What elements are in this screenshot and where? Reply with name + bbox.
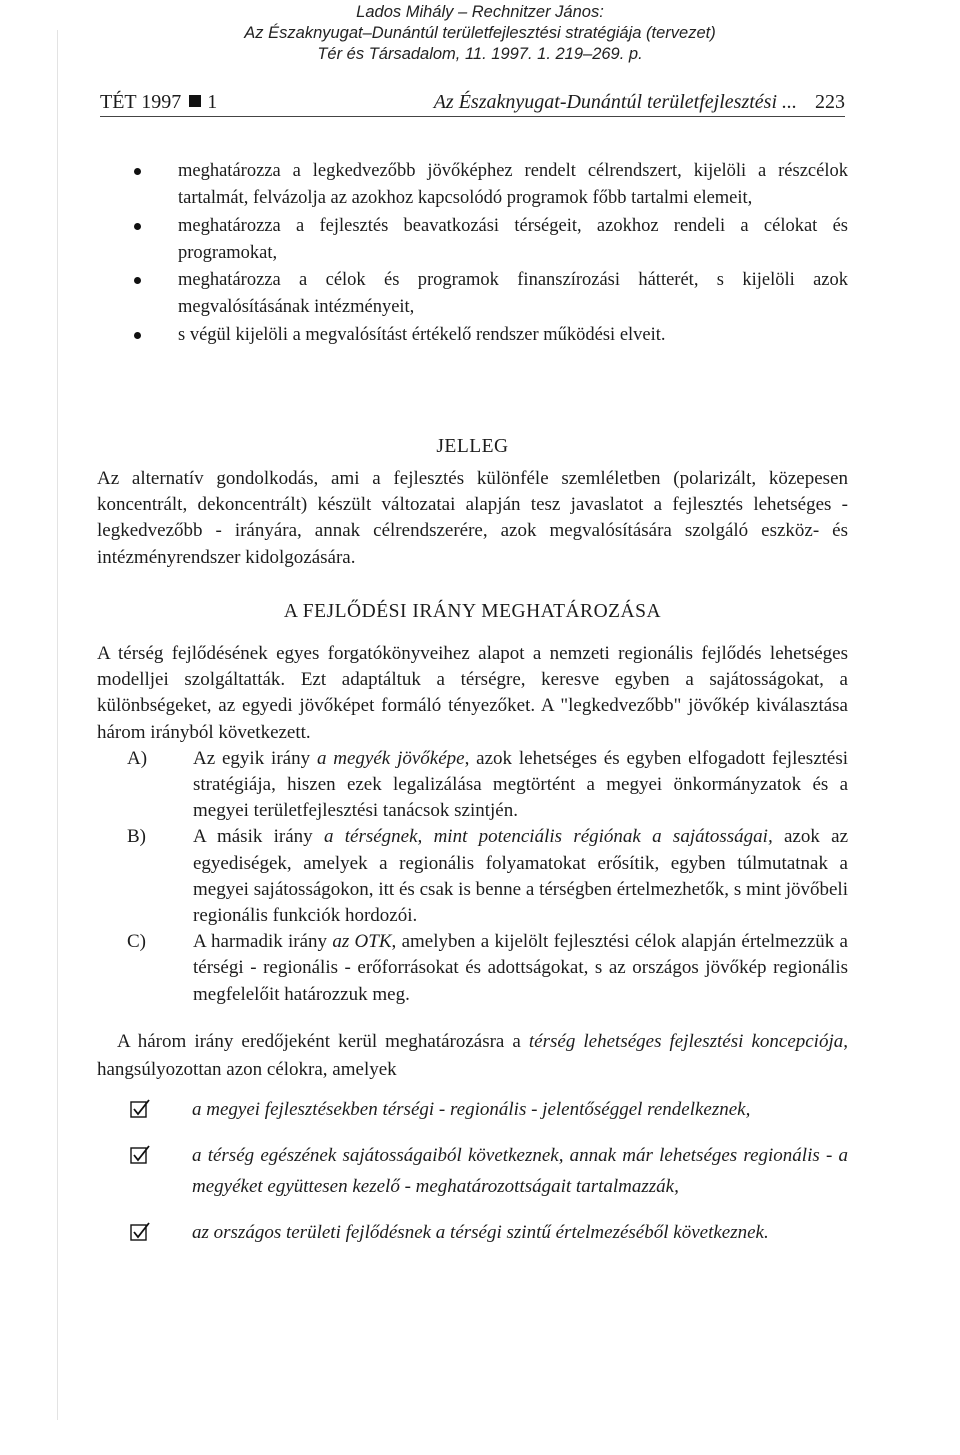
item-text-start: A másik irány xyxy=(193,826,324,848)
check-text: az országos területi fejlődésnek a térségi szintű értelmezéséből következnek. xyxy=(192,1221,769,1243)
list-item xyxy=(120,213,848,268)
conclusion-start: A három irány eredőjeként kerül meghatározásra a xyxy=(117,1031,529,1052)
check-text: a megyei fejlesztésekben térségi - regionális - jelentőséggel rendelkeznek, xyxy=(192,1099,751,1120)
check-text: a térség egészének sajátosságaiból következnek, annak már lehetséges regionális - a megyéket együttesen kezelő - meghatározottságait tartalmazzák, xyxy=(192,1144,848,1197)
conclusion-end: , hangsúlyozottan azon célokra, amelyek xyxy=(97,1031,848,1080)
bullet-icon xyxy=(134,223,141,230)
citation-source: Tér és Társadalom, 11. 1997. 1. 219–269. p. xyxy=(317,45,643,63)
checkbox-checked-icon xyxy=(130,1099,150,1119)
section-heading-fejlodesi-irany: A FEJLŐDÉSI IRÁNY MEGHATÁROZÁSA xyxy=(283,601,662,622)
citation xyxy=(0,2,960,65)
bullet-list xyxy=(120,158,848,349)
item-label: B) xyxy=(127,826,146,848)
item-label: C) xyxy=(127,931,146,953)
item-text-end: azok az egyediségek, amelyek a regionális folyamatokat erősítik, egyben túlmutatnak a megyei sajátosságokon, itt és csak is benne a térségben értelmezhetők, s mint jövőbeli regionális funkciók hordozói. xyxy=(193,826,849,927)
item-emphasis: a megyék jövőképe xyxy=(316,747,465,769)
list-item xyxy=(120,267,848,322)
journal-name: TÉT 1997 xyxy=(100,91,182,113)
bullet-text: meghatározza a legkedvezőbb jövőképhez rendelt célrendszert, kijelöli a részcélok tartalmát, felvázolja az azokhoz kapcsolódó programok főbb tartalmi elemeit, xyxy=(178,161,848,209)
check-item xyxy=(130,1217,848,1249)
item-text-start: Az egyik irány xyxy=(193,747,317,769)
section-jelleg-text: Az alternatív gondolkodás, ami a fejlesztés különféle szemléletben (polarizált, közepesen koncentrált, dekoncentrált) készült változatai alapján tesz javaslatot a fejlesztés lehetséges - legkedvezőbb - irányára, annak célrendszerére, azok megvalósítására szolgáló eszköz- és intézményrendszer kidolgozására. xyxy=(97,468,848,568)
section-heading-jelleg: JELLEG xyxy=(436,436,509,457)
header-right xyxy=(434,88,845,116)
conclusion-paragraph xyxy=(97,1028,848,1084)
citation-authors: Lados Mihály – Rechnitzer János: xyxy=(356,3,604,21)
check-item xyxy=(130,1094,848,1126)
bullet-icon xyxy=(134,332,141,339)
checkbox-checked-icon xyxy=(130,1145,150,1165)
item-text-end: , amelyben a kijelölt fejlesztési célok alapján értelmezzük a térségi - regionális - erőforrásokat és adottságokat, s az országos jövőkép regionális megfelelőit határozzuk meg. xyxy=(193,931,848,1005)
bullet-text: meghatározza a fejlesztés beavatkozási térségeit, azokhoz rendeli a célokat és programokat, xyxy=(178,215,848,263)
item-emphasis: az OTK xyxy=(332,931,392,953)
list-item xyxy=(120,322,848,349)
section-fejlodesi-irany xyxy=(97,641,848,1008)
citation-title: Az Északnyugat–Dunántúl területfejlesztési stratégiája (tervezet) xyxy=(244,24,716,42)
checkbox-checked-icon xyxy=(130,1222,150,1242)
bullet-text: meghatározza a célok és programok finanszírozási hátterét, s kijelöli azok megvalósításának intézményeit, xyxy=(178,270,848,318)
issue-number: 1 xyxy=(207,91,218,113)
direction-item-b xyxy=(97,824,848,929)
check-list xyxy=(130,1094,848,1262)
running-title: Az Északnyugat-Dunántúl területfejlesztési ... xyxy=(433,91,797,113)
square-icon xyxy=(189,95,201,107)
item-text-start: A harmadik irány xyxy=(193,931,333,953)
conclusion-emphasis: térség lehetséges fejlesztési koncepciója xyxy=(528,1031,844,1052)
bullet-icon xyxy=(134,168,141,175)
list-item xyxy=(120,158,848,213)
margin-line xyxy=(57,30,58,1420)
direction-item-a xyxy=(97,746,848,825)
item-label: A) xyxy=(127,747,148,769)
running-header xyxy=(100,88,845,117)
check-item xyxy=(130,1140,848,1203)
section-intro: A térség fejlődésének egyes forgatókönyveihez alapot a nemzeti regionális fejlődés lehetséges modelljei szolgáltatták. Ezt adaptáltuk a térségre, keresve egyben a sajátosságokat, a különbségeket, az egyedi jövőképet formáló tényezőket. A "legkedvezőbb" jövőkép kiválasztása három irányból következett. xyxy=(97,643,848,743)
item-text-end: , azok lehetséges és egyben elfogadott fejlesztési stratégiája, hiszen ezek legalizálása megtörtént a megyei önkormányzatok és a megyei területfejlesztési tanácsok szintjén. xyxy=(193,747,849,822)
bullet-icon xyxy=(134,277,141,284)
item-emphasis: a térségnek, mint potenciális régiónak a sajátosságai, xyxy=(323,826,773,848)
header-journal xyxy=(100,88,217,116)
direction-item-c xyxy=(97,929,848,1008)
bullet-text: s végül kijelöli a megvalósítást értékelő rendszer működési elveit. xyxy=(178,324,666,345)
page-number: 223 xyxy=(815,91,845,113)
